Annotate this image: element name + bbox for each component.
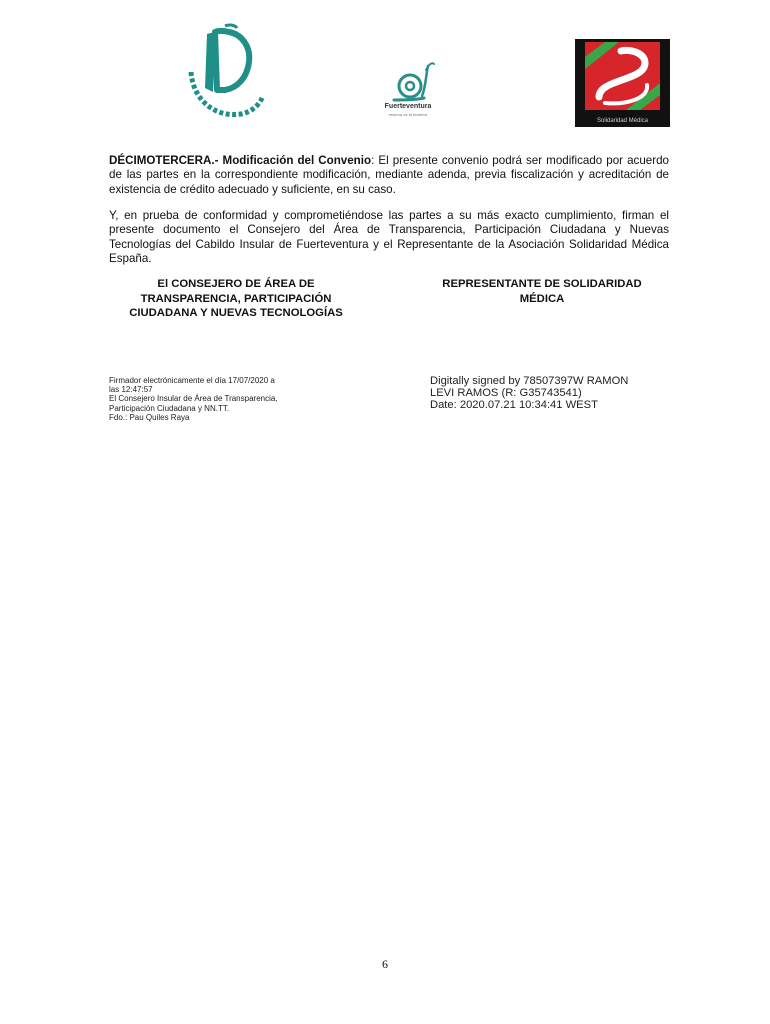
fuerteventura-brand-text: Fuerteventura — [384, 103, 432, 110]
left-heading-line: CIUDADANA Y NUEVAS TECNOLOGÍAS — [129, 307, 343, 319]
stamp-line: Date: 2020.07.21 10:34:41 WEST — [430, 398, 598, 411]
stamp-line: Participación Ciudadana y NN.TT. — [109, 403, 230, 413]
stamp-line: Fdo.: Pau Quiles Raya — [109, 412, 190, 422]
cabildo-emblem-icon — [185, 22, 267, 126]
snail-icon — [372, 60, 444, 104]
clause-text: : El presente convenio podrá ser modificado por acuerdo de las partes en la correspondiente modificación, mediante adenda, previa fiscalización y acreditación de existencia de crédito adecuado y suficiente, en su caso. — [109, 154, 669, 196]
fuerteventura-logo — [372, 60, 444, 118]
closing-paragraph: Y, en prueba de conformidad y comprometiéndose las partes a su más exacto cumplimiento, firman el presente documento el Consejero del Área de Transparencia, Participación Ciudadana y Nuevas Tecnologías del Cabildo Insular de Fuerteventura y el Representante de la Asociación Solidaridad Médica España. — [109, 209, 669, 266]
left-heading-line: TRANSPARENCIA, PARTICIPACIÓN — [140, 292, 332, 305]
solidaridad-medica-label: Solidaridad Médica — [596, 118, 649, 124]
right-heading-line: REPRESENTANTE DE SOLIDARIDAD — [442, 278, 642, 290]
right-heading-line: MÉDICA — [519, 292, 565, 305]
right-digital-signature-stamp — [430, 376, 670, 411]
stamp-line: Firmador electrónicamente el día 17/07/2020 a — [109, 376, 275, 385]
clause-title: DÉCIMOTERCERA.- Modificación del Convenio — [109, 154, 372, 167]
stamp-line: las 12:47:57 — [109, 385, 153, 395]
right-signatory-heading — [413, 277, 671, 306]
left-heading-line: El CONSEJERO DE ÁREA DE — [157, 278, 315, 290]
stamp-line: LEVI RAMOS (R: G35743541) — [430, 386, 582, 399]
stamp-line: Digitally signed by 78507397W RAMON — [430, 375, 629, 387]
solidaridad-medica-logo — [575, 39, 670, 127]
page-number: 6 — [382, 957, 388, 971]
solidaridad-emblem-icon — [575, 39, 670, 113]
clause-paragraph — [109, 154, 669, 197]
cabildo-logo — [185, 22, 267, 126]
left-signatory-heading — [108, 277, 364, 321]
left-electronic-signature-stamp — [109, 376, 339, 422]
fuerteventura-tagline: reserva de la biosfera — [388, 112, 428, 117]
stamp-line: El Consejero Insular de Área de Transparencia, — [109, 394, 278, 404]
